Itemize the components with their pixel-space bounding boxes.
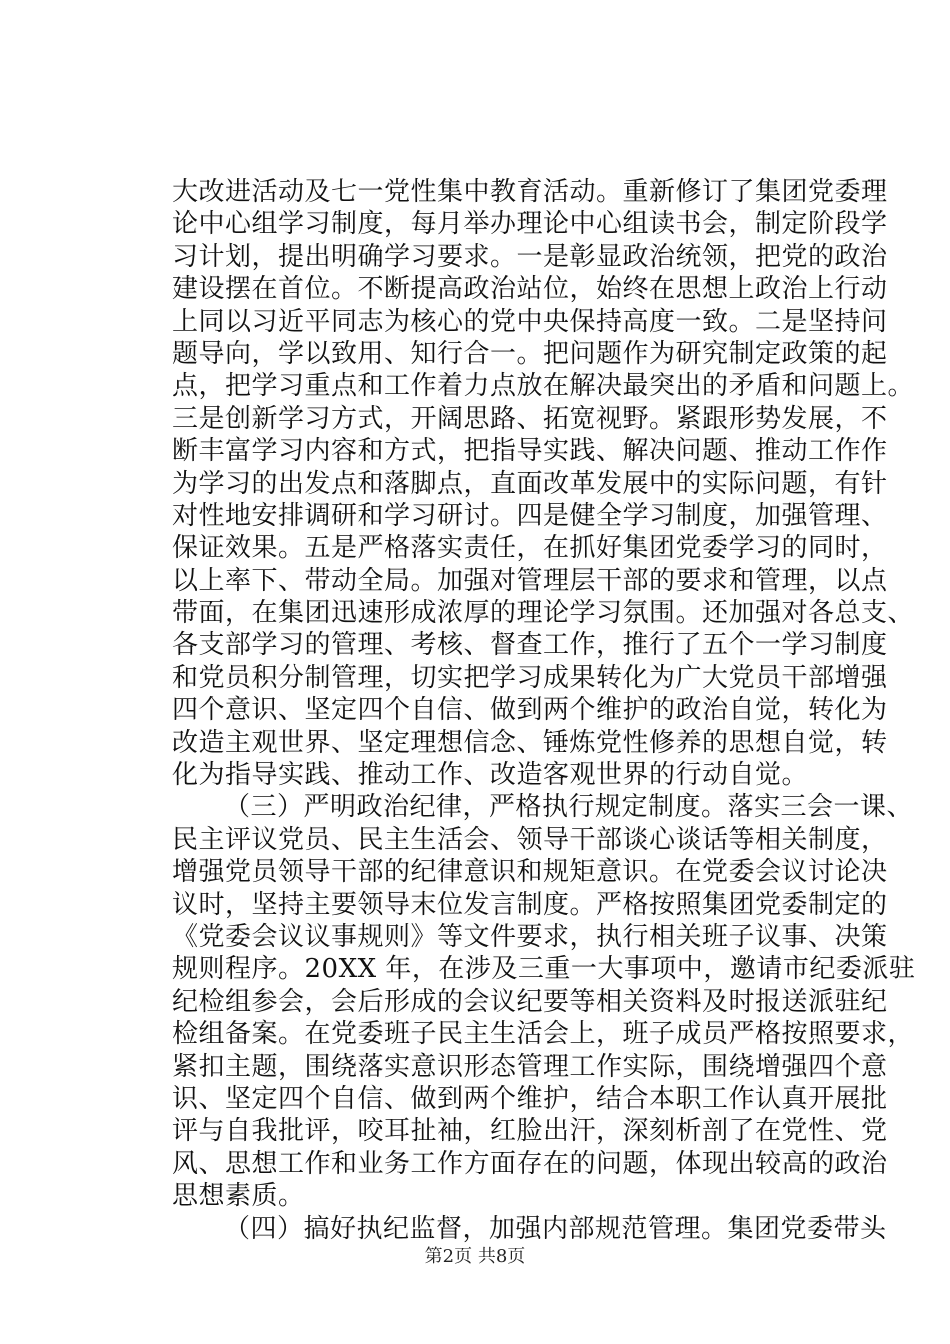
text-line: 和党员积分制管理，切实把学习成果转化为广大党员干部增强 <box>172 662 888 693</box>
text-line: 各支部学习的管理、考核、督查工作，推行了五个一学习制度 <box>172 630 888 661</box>
text-line: 大改进活动及七一党性集中教育活动。重新修订了集团党委理 <box>172 177 888 207</box>
text-line: 增强党员领导干部的纪律意识和规矩意识。在党委会议讨论决 <box>172 857 888 888</box>
text-line: 纪检组参会，会后形成的会议纪要等相关资料及时报送派驻纪 <box>172 986 888 1017</box>
document-body <box>172 176 916 1245</box>
text-line: 规则程序。20XX 年，在涉及三重一大事项中，邀请市纪委派驻 <box>172 954 916 985</box>
text-line: 紧扣主题，围绕落实意识形态管理工作实际，围绕增强四个意 <box>172 1051 888 1082</box>
text-line: 民主评议党员、民主生活会、领导干部谈心谈话等相关制度， <box>172 824 888 855</box>
text-line: 断丰富学习内容和方式，把指导实践、解决问题、推动工作作 <box>172 436 888 467</box>
text-line: 识、坚定四个自信、做到两个维护，结合本职工作认真开展批 <box>172 1083 888 1114</box>
text-line: 建设摆在首位。不断提高政治站位，始终在思想上政治上行动 <box>172 274 888 305</box>
text-line: 论中心组学习制度，每月举办理论中心组读书会，制定阶段学 <box>172 209 888 240</box>
paragraph-start-line: （四）搞好执纪监督，加强内部规范管理。集团党委带头 <box>224 1213 887 1244</box>
text-line: 题导向，学以致用、知行合一。把问题作为研究制定政策的起 <box>172 338 888 369</box>
text-line: 以上率下、带动全局。加强对管理层干部的要求和管理，以点 <box>172 565 888 596</box>
text-line: 化为指导实践、推动工作、改造客观世界的行动自觉。 <box>172 760 809 791</box>
text-line: 检组备案。在党委班子民主生活会上，班子成员严格按照要求， <box>172 1019 915 1050</box>
text-line: 改造主观世界、坚定理想信念、锤炼党性修养的思想自觉，转 <box>172 727 888 758</box>
page-number-footer: 第2页 共8页 <box>424 1246 526 1267</box>
text-line: 风、思想工作和业务工作方面存在的问题，体现出较高的政治 <box>172 1148 888 1179</box>
paragraph-start-line: （三）严明政治纪律，严格执行规定制度。落实三会一课、 <box>224 792 914 823</box>
text-line: 为学习的出发点和落脚点，直面改革发展中的实际问题，有针 <box>172 468 888 499</box>
text-line: 四个意识、坚定四个自信、做到两个维护的政治自觉，转化为 <box>172 695 888 726</box>
text-line: 上同以习近平同志为核心的党中央保持高度一致。二是坚持问 <box>172 306 888 337</box>
text-line: 《党委会议议事规则》等文件要求，执行相关班子议事、决策 <box>172 921 888 952</box>
text-line: 对性地安排调研和学习研讨。四是健全学习制度，加强管理、 <box>172 500 888 531</box>
text-line: 议时，坚持主要领导末位发言制度。严格按照集团党委制定的 <box>172 889 888 920</box>
text-line: 保证效果。五是严格落实责任，在抓好集团党委学习的同时， <box>172 533 888 564</box>
text-line: 习计划，提出明确学习要求。一是彰显政治统领，把党的政治 <box>172 241 888 272</box>
text-line: 三是创新学习方式，开阔思路、拓宽视野。紧跟形势发展，不 <box>172 403 888 434</box>
text-line: 点，把学习重点和工作着力点放在解决最突出的矛盾和问题上。 <box>172 371 915 402</box>
text-line: 评与自我批评，咬耳扯袖，红脸出汗，深刻析剖了在党性、党 <box>172 1116 888 1147</box>
text-line: 思想素质。 <box>172 1181 305 1212</box>
text-line: 带面，在集团迅速形成浓厚的理论学习氛围。还加强对各总支、 <box>172 598 915 629</box>
